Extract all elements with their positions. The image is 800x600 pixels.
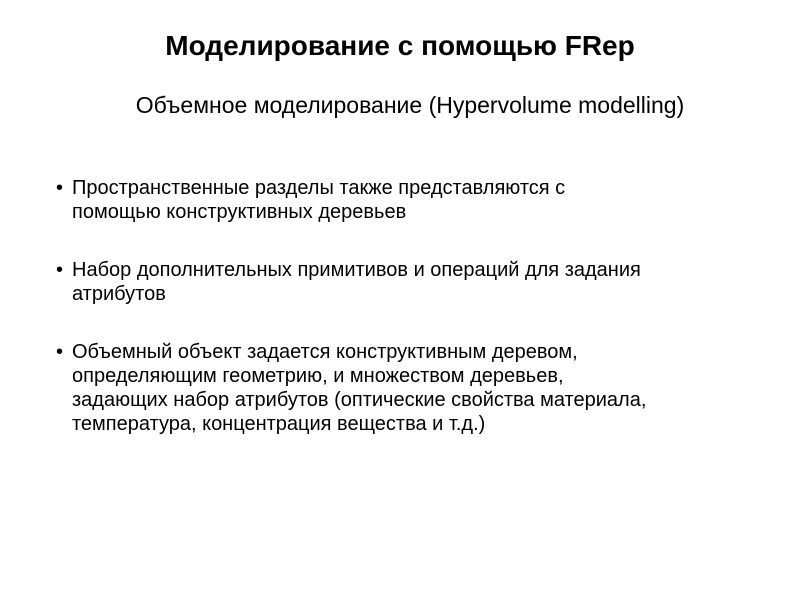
bullet-item [56, 340, 756, 436]
bullet-item [56, 176, 756, 224]
bullet-text-line: задающих набор атрибутов (оптические свойства материала, [72, 389, 647, 411]
slide-subtitle: Объемное моделирование (Hypervolume modelling) [135, 92, 685, 118]
bullet-marker: • [56, 177, 64, 199]
bullet-text-line: Объемный объект задается конструктивным деревом, [72, 341, 578, 363]
bullet-text-line: определяющим геометрию, и множеством деревьев, [72, 365, 564, 387]
bullet-marker: • [56, 259, 64, 281]
bullet-text-line: температура, концентрация вещества и т.д.) [72, 413, 486, 435]
bullet-text-line: Пространственные разделы также представляются с [72, 177, 566, 199]
slide-title: Моделирование с помощью FRep [165, 30, 635, 61]
bullet-text-line: Набор дополнительных примитивов и операций для задания [72, 259, 641, 281]
bullet-marker: • [56, 341, 64, 363]
bullet-item [56, 258, 756, 306]
bullet-text-line: атрибутов [72, 283, 166, 305]
bullet-text-line: помощью конструктивных деревьев [72, 201, 407, 223]
bullet-list [56, 176, 756, 470]
